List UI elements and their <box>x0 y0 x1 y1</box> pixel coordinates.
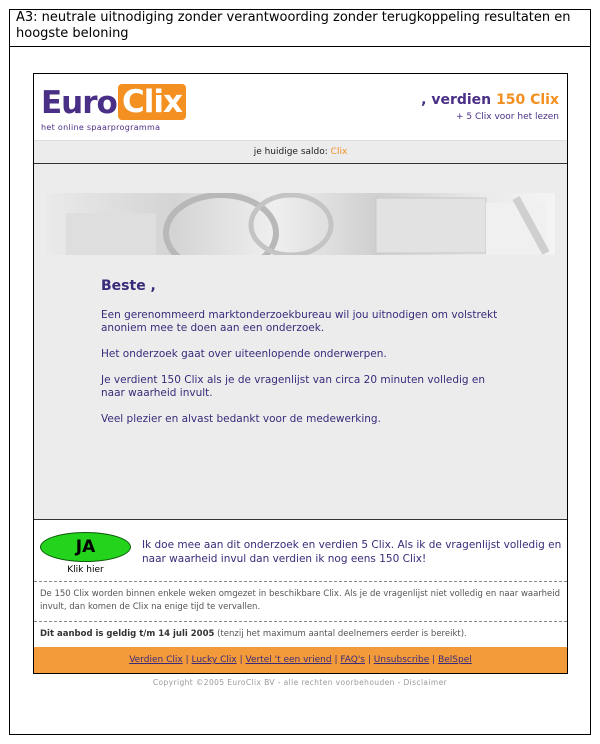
link-belspel[interactable]: BelSpel <box>438 655 472 665</box>
separator: | <box>367 655 371 665</box>
validity-bold: Dit aanbod is geldig t/m 14 juli 2005 <box>40 629 215 639</box>
separator: | <box>432 655 436 665</box>
cta-section <box>34 520 567 582</box>
separator: | <box>185 655 189 665</box>
footer-links <box>34 647 567 673</box>
link-vertel-vriend[interactable]: Vertel 't een vriend <box>245 655 332 665</box>
earn-subline: + 5 Clix voor het lezen <box>456 112 559 122</box>
conversion-note: De 150 Clix worden binnen enkele weken omgezet in beschikbare Clix. Als je de vragenlijst niet volledig en naar waarheid invult, dan komen de Clix na enige tijd te vervallen. <box>34 582 567 622</box>
earn-headline <box>421 92 559 108</box>
saldo-value: Clix <box>330 147 348 157</box>
separator: | <box>239 655 243 665</box>
copyright: Copyright ©2005 EuroClix BV - alle rechten voorbehouden - Disclaimer <box>152 678 448 687</box>
ja-button-sublabel[interactable]: Klik hier <box>67 565 104 575</box>
logo-euro-text: Euro <box>41 85 117 121</box>
saldo-bar <box>34 140 567 164</box>
link-lucky-clix[interactable]: Lucky Clix <box>191 655 237 665</box>
cta-text: Ik doe mee aan dit onderzoek en verdien 5 Clix. Als ik de vragenlijst volledig en naar waarheid invul dan verdien ik nog eens 150 Clix! <box>142 539 562 565</box>
caption: A3: neutrale uitnodiging zonder verantwoording zonder terugkoppeling resultaten en hoogste beloning <box>10 10 590 47</box>
paragraph-invitation: Een gerenommeerd marktonderzoekbureau wil jou uitnodigen om volstrekt anoniem mee te doen aan een onderzoek. <box>101 309 498 334</box>
email-message <box>101 280 501 439</box>
earn-amount: 150 Clix <box>496 92 559 108</box>
paragraph-reward: Je verdient 150 Clix als je de vragenlijst van circa 20 minuten volledig en naar waarheid invult. <box>101 374 486 399</box>
email-header <box>34 74 567 140</box>
banknote-illustration <box>46 193 555 255</box>
email-body <box>34 164 567 520</box>
link-faq[interactable]: FAQ's <box>340 655 365 665</box>
earn-prefix: , verdien <box>421 92 492 108</box>
separator: | <box>334 655 338 665</box>
ja-button[interactable]: JA <box>40 532 131 562</box>
saldo-label: je huidige saldo: <box>253 147 328 157</box>
logo-clix-text: Clix <box>118 84 186 120</box>
paragraph-thanks: Veel plezier en alvast bedankt voor de medewerking. <box>101 413 381 425</box>
tagline: het online spaarprogramma <box>41 123 161 132</box>
euro-banner-image <box>46 193 555 255</box>
link-unsubscribe[interactable]: Unsubscribe <box>373 655 430 665</box>
link-verdien-clix[interactable]: Verdien Clix <box>129 655 183 665</box>
email-container <box>33 73 568 674</box>
paragraph-topics: Het onderzoek gaat over uiteenlopende onderwerpen. <box>101 348 387 360</box>
validity-note <box>34 622 567 647</box>
validity-rest: (tenzij het maximum aantal deelnemers eerder is bereikt). <box>214 629 467 639</box>
greeting: Beste , <box>101 278 156 294</box>
